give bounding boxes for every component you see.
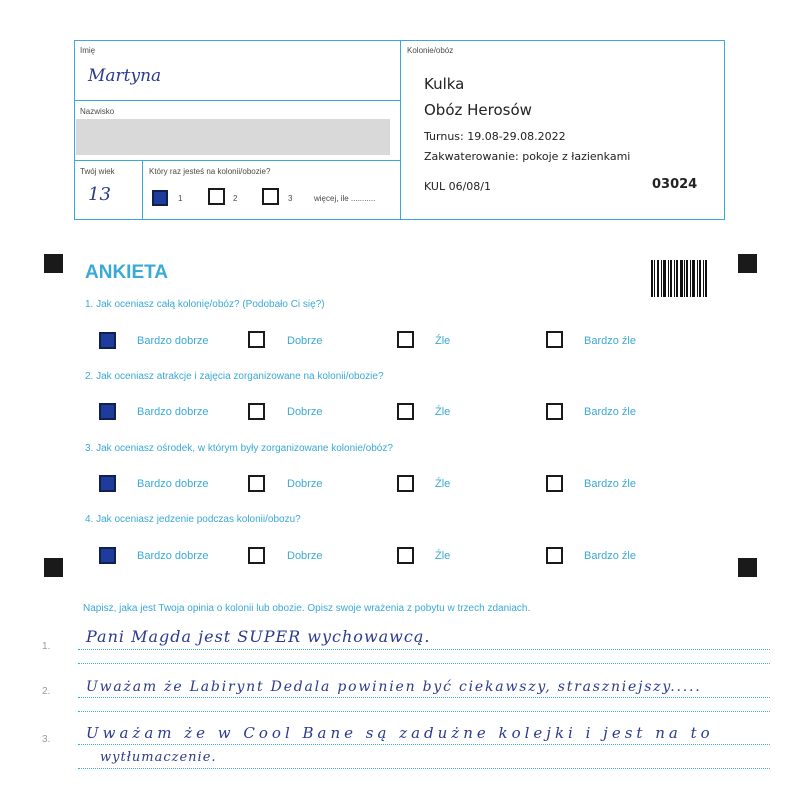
rule-3 (78, 744, 770, 745)
q3-bardzo-dobrze-label: Bardzo dobrze (137, 478, 209, 490)
oboz-name: Obóz Herosów (424, 101, 532, 119)
question-2: 2. Jak oceniasz atrakcje i zajęcia zorganizowane na kolonii/obozie? (85, 371, 384, 382)
q1-zle-checkbox[interactable] (397, 331, 414, 348)
q4-zle-label: Źle (435, 550, 451, 562)
survey-title: ANKIETA (85, 262, 169, 283)
header-divider-vertical (400, 40, 401, 220)
q2-bardzo-dobrze-label: Bardzo dobrze (137, 406, 209, 418)
opinion-line-2: Uważam że Labirynt Dedala powinien być ciekawszy, straszniejszy..... (86, 679, 702, 695)
q4-dobrze-checkbox[interactable] (248, 547, 265, 564)
q1-bardzo-zle-checkbox[interactable] (546, 331, 563, 348)
header-divider-3 (142, 160, 143, 220)
rule-1 (78, 649, 770, 650)
form-number: 03024 (652, 177, 698, 192)
opinion-line-1: Pani Magda jest SUPER wychowawcą. (86, 627, 431, 646)
q4-dobrze-label: Dobrze (287, 550, 323, 562)
q3-bardzo-dobrze-checkbox[interactable] (99, 475, 116, 492)
imie-value: Martyna (88, 66, 162, 86)
q1-bardzo-zle-label: Bardzo źle (584, 335, 636, 347)
question-1: 1. Jak oceniasz całą kolonię/obóz? (Podobało Ci się?) (85, 299, 325, 310)
q3-bardzo-zle-checkbox[interactable] (546, 475, 563, 492)
question-4: 4. Jak oceniasz jedzenie podczas kolonii/obozu? (85, 514, 301, 525)
q2-dobrze-checkbox[interactable] (248, 403, 265, 420)
marker-top-right (738, 254, 757, 273)
q2-bardzo-zle-label: Bardzo źle (584, 406, 636, 418)
q2-zle-label: Źle (435, 406, 451, 418)
q4-bardzo-zle-label: Bardzo źle (584, 550, 636, 562)
q4-bardzo-zle-checkbox[interactable] (546, 547, 563, 564)
wiecej-label: więcej, ile ........... (314, 194, 376, 203)
q1-bardzo-dobrze-label: Bardzo dobrze (137, 335, 209, 347)
zakwaterowanie: Zakwaterowanie: pokoje z łazienkami (424, 150, 631, 163)
opinion-prompt: Napisz, jaka jest Twoja opinia o kolonii lub obozie. Opisz swoje wrażenia z pobytu w trzech zdaniach. (83, 603, 531, 614)
wiek-value: 13 (88, 184, 111, 205)
kolonie-code: KUL 06/08/1 (424, 180, 491, 193)
q4-bardzo-dobrze-checkbox[interactable] (99, 547, 116, 564)
q1-zle-label: Źle (435, 335, 451, 347)
wiek-label: Twój wiek (80, 167, 115, 176)
q3-bardzo-zle-label: Bardzo źle (584, 478, 636, 490)
rule-2 (78, 697, 770, 698)
q2-dobrze-label: Dobrze (287, 406, 323, 418)
nazwisko-redacted (76, 119, 390, 155)
opinion-line-3: Uważam że w Cool Bane są zadużne kolejki i jest na to (86, 724, 714, 742)
barcode (651, 260, 707, 297)
marker-bottom-left (44, 558, 63, 577)
q4-bardzo-dobrze-label: Bardzo dobrze (137, 550, 209, 562)
marker-top-left (44, 254, 63, 273)
ktory-raz-option-1: 1 (178, 194, 183, 203)
marker-bottom-right (738, 558, 757, 577)
q1-bardzo-dobrze-checkbox[interactable] (99, 332, 116, 349)
ktory-raz-checkbox-1[interactable] (152, 190, 168, 206)
header-divider-1 (74, 100, 401, 101)
opinion-line-4: wytłumaczenie. (100, 750, 217, 765)
q3-dobrze-label: Dobrze (287, 478, 323, 490)
line-number-3: 3. (42, 734, 51, 745)
q1-dobrze-checkbox[interactable] (248, 331, 265, 348)
q3-zle-checkbox[interactable] (397, 475, 414, 492)
turnus: Turnus: 19.08-29.08.2022 (424, 130, 566, 143)
ktory-raz-checkbox-2[interactable] (208, 188, 225, 205)
nazwisko-label: Nazwisko (80, 107, 115, 116)
ktory-raz-checkbox-3[interactable] (262, 188, 279, 205)
rule-1b (78, 663, 770, 664)
q2-zle-checkbox[interactable] (397, 403, 414, 420)
q2-bardzo-zle-checkbox[interactable] (546, 403, 563, 420)
kolonie-label: Kolonie/obóz (407, 46, 454, 55)
ktory-raz-label: Który raz jesteś na kolonii/obozie? (149, 167, 271, 176)
rule-3b (78, 768, 770, 769)
question-3: 3. Jak oceniasz ośrodek, w którym były zorganizowane kolonie/obóz? (85, 443, 393, 454)
rule-2b (78, 711, 770, 712)
line-number-2: 2. (42, 686, 51, 697)
imie-label: Imię (80, 46, 96, 55)
q1-dobrze-label: Dobrze (287, 335, 323, 347)
q2-bardzo-dobrze-checkbox[interactable] (99, 403, 116, 420)
header-divider-2 (74, 160, 401, 161)
kolonie-name: Kulka (424, 75, 465, 93)
q3-dobrze-checkbox[interactable] (248, 475, 265, 492)
q4-zle-checkbox[interactable] (397, 547, 414, 564)
line-number-1: 1. (42, 641, 51, 652)
q3-zle-label: Źle (435, 478, 451, 490)
ktory-raz-option-3: 3 (288, 194, 293, 203)
ktory-raz-option-2: 2 (233, 194, 238, 203)
